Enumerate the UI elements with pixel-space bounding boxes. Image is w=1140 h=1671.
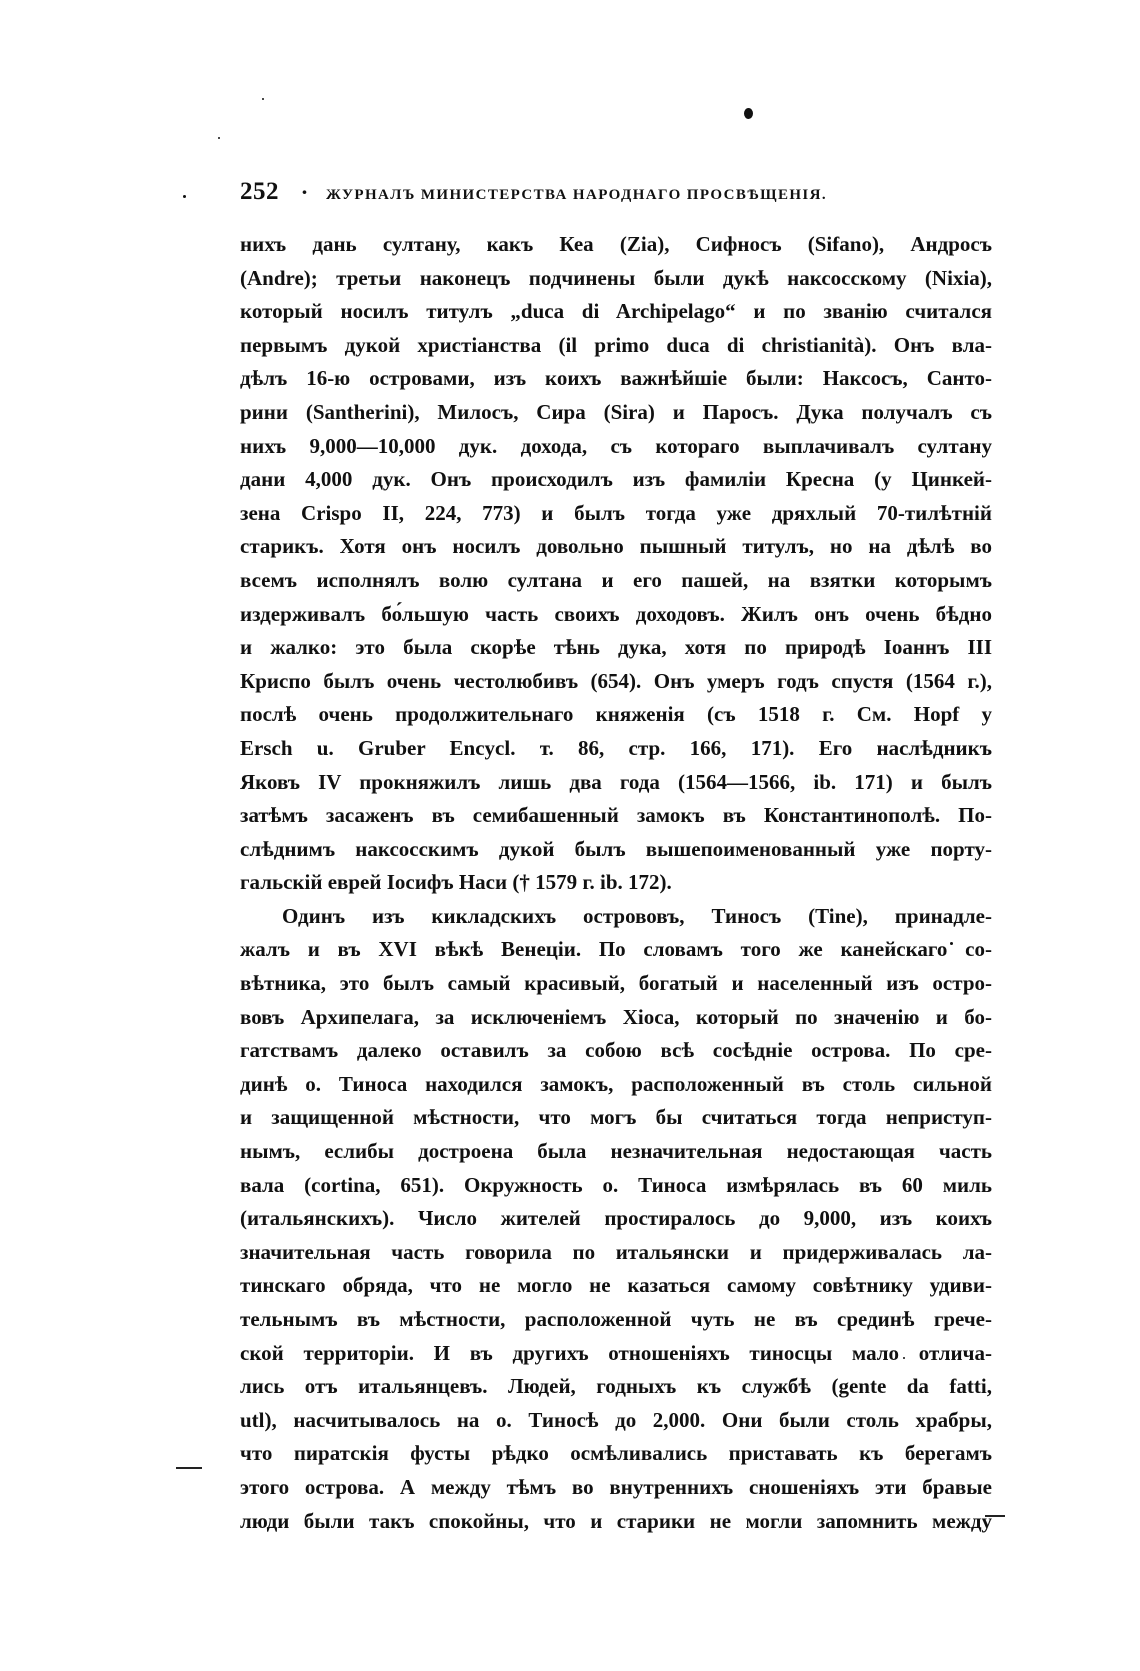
text-line: вовъ Архипелага, за исключеніемъ Хіоса, который по значенію и бо- (240, 1004, 992, 1029)
text-line: гальскій еврей Іосифъ Наси († 1579 г. ib. 172). (240, 870, 672, 895)
text-line: ской территоріи. И въ другихъ отношеніяхъ тиносцы мало отлича- (240, 1340, 992, 1365)
text-line: лись отъ итальянцевъ. Людей, годныхъ къ службѣ (gente da fatti, (240, 1374, 992, 1399)
body-text (240, 228, 992, 1538)
text-line: и защищенной мѣстности, что могъ бы считаться тогда неприступ- (240, 1105, 992, 1130)
ink-speck (262, 98, 264, 100)
page-number: 252 (240, 178, 279, 205)
text-line: utl), насчитывалось на о. Тиносѣ до 2,000. Они были столь храбры, (240, 1407, 992, 1432)
text-line: Яковъ IV прокняжилъ лишь два года (1564—1566, ib. 171) и былъ (240, 769, 992, 794)
text-line: что пиратскія фусты рѣдко осмѣливались приставать къ берегамъ (240, 1441, 992, 1466)
text-line: рини (Santherini), Милосъ, Сира (Sira) и Паросъ. Дука получалъ съ (240, 399, 992, 424)
journal-title: ЖУРНАЛЪ МИНИСТЕРСТВА НАРОДНАГО ПРОСВѢЩЕНІЯ. (325, 187, 828, 203)
text-line: дѣлъ 16-ю островами, изъ коихъ важнѣйшіе были: Наксосъ, Санто- (240, 366, 992, 391)
text-line: затѣмъ засаженъ въ семибашенный замокъ въ Константинополѣ. По- (240, 803, 992, 828)
text-line: вѣтника, это былъ самый красивый, богатый и населенный изъ остро- (240, 971, 992, 996)
text-line: всемъ исполнялъ волю султана и его пашей, на взятки которымъ (240, 567, 992, 592)
text-line: первымъ дукой христіанства (il primo duca di christianità). Онъ вла- (240, 332, 992, 357)
text-line: жалъ и въ XVI вѣкѣ Венеціи. По словамъ того же канейскаго со- (240, 937, 992, 962)
text-line: слѣднимъ наксосскимъ дукой былъ вышепоименованный уже порту- (240, 836, 992, 861)
text-line: (итальянскихъ). Число жителей простиралось до 9,000, изъ коихъ (240, 1206, 992, 1231)
text-line: нымъ, еслибы достроена была незначительная недостающая часть (240, 1139, 992, 1164)
text-line: гатствамъ далеко оставилъ за собою всѣ сосѣдніе острова. По сре- (240, 1038, 992, 1063)
text-line: дани 4,000 дук. Онъ происходилъ изъ фамиліи Кресна (у Цинкей- (240, 467, 992, 492)
text-line: Криспо былъ очень честолюбивъ (654). Онъ умеръ годъ спустя (1564 г.), (240, 668, 992, 693)
text-line: Ersch u. Gruber Encycl. т. 86, стр. 166, 171). Его наслѣдникъ (240, 735, 992, 760)
text-line: издерживалъ бо́льшую часть своихъ доходовъ. Жилъ онъ очень бѣдно (240, 601, 992, 626)
scan-mark-left (176, 1467, 202, 1469)
text-line: послѣ очень продолжительнаго княженія (съ 1518 г. См. Hopf у (240, 702, 992, 727)
paragraph-1 (240, 228, 992, 900)
ink-dot (744, 108, 753, 119)
paragraph-2 (240, 900, 992, 1538)
text-line: тельнымъ въ мѣстности, расположенной чуть не въ срединѣ грече- (240, 1307, 992, 1331)
ink-speck (183, 195, 186, 198)
text-line: нихъ дань султану, какъ Кеа (Zia), Сифносъ (Sifano), Андросъ (240, 232, 992, 256)
text-line: (Andre); третьи наконецъ подчинены были дукѣ наксосскому (Nixia), (240, 265, 992, 290)
ink-speck (218, 137, 220, 139)
text-line: Одинъ изъ кикладскихъ острововъ, Тиносъ (Tine), принадле- (282, 903, 992, 928)
text-line: зена Crispo II, 224, 773) и былъ тогда уже дряхлый 70-тилѣтній (240, 500, 992, 525)
text-line: который носилъ титулъ „duca di Archipelago“ и по званію считался (240, 299, 992, 324)
text-line: тинскаго обряда, что не могло не казаться самому совѣтнику удиви- (240, 1273, 992, 1298)
text-line: динѣ о. Тиноса находился замокъ, расположенный въ столь сильной (240, 1071, 992, 1096)
text-line: вала (cortina, 651). Окружность о. Тиноса измѣрялась въ 60 миль (240, 1172, 992, 1197)
text-line: этого острова. А между тѣмъ во внутреннихъ сношеніяхъ эти бравые (240, 1474, 992, 1499)
header-separator: · (301, 180, 308, 204)
running-head (240, 178, 1000, 208)
text-line: и жалко: это была скорѣе тѣнь дука, хотя по природѣ Іоаннъ III (240, 635, 992, 660)
text-line: старикъ. Хотя онъ носилъ довольно пышный титулъ, но на дѣлѣ во (240, 534, 992, 559)
text-line: люди были такъ спокойны, что и старики не могли запомнить между (240, 1508, 992, 1533)
text-line: нихъ 9,000—10,000 дук. дохода, съ котораго выплачивалъ султану (240, 433, 992, 458)
text-line: значительная часть говорила по итальянски и придерживалась ла- (240, 1239, 992, 1264)
